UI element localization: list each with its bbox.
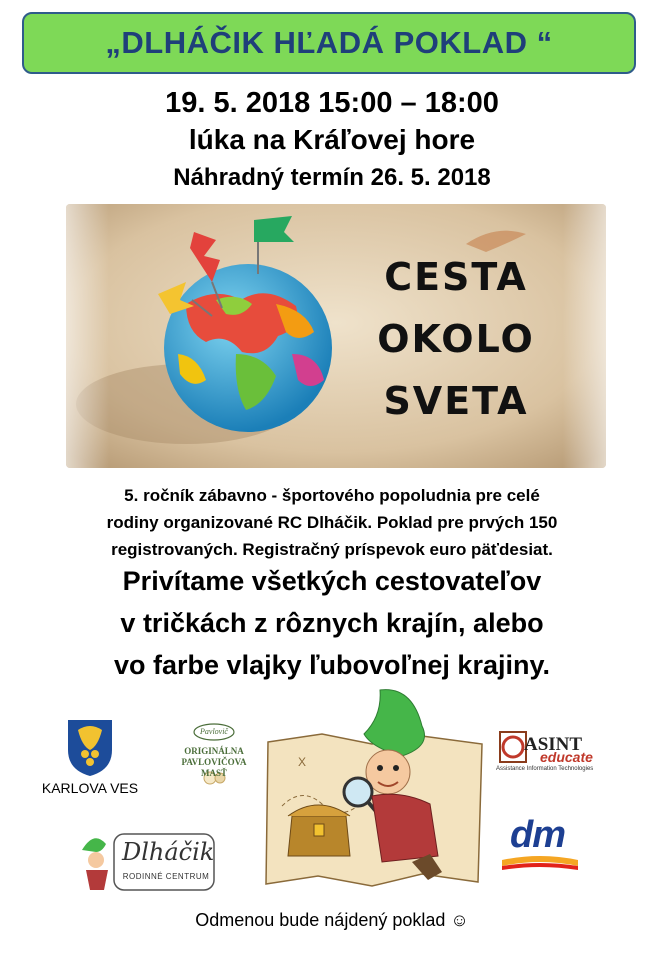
event-date-time: 19. 5. 2018 15:00 – 18:00: [165, 87, 499, 119]
event-place: lúka na Kráľovej hore: [188, 124, 476, 155]
dm-logo: [500, 812, 580, 872]
event-title: „DLHÁČIK HĽADÁ POKLAD “: [105, 25, 553, 60]
gnome-treasure-icon: [262, 686, 488, 892]
treasure-map-illustration: [262, 686, 488, 892]
dm-wordmark: dm: [510, 814, 565, 856]
dm-swoosh-icon: [500, 852, 580, 872]
hero-word: OKOLO: [377, 317, 535, 361]
alternate-date: Náhradný termín 26. 5. 2018: [173, 164, 491, 191]
hero-image: [66, 204, 606, 468]
asint-name: ASINT: [524, 734, 583, 755]
asint-tagline: Assistance Information Technologies: [496, 766, 594, 772]
title-banner: [22, 12, 636, 74]
dlhacik-subtitle: RODINNÉ CENTRUM: [122, 872, 210, 881]
dlhacik-logo: [74, 830, 216, 898]
footer-reward: Odmenou bude nájdený poklad ☺: [195, 910, 469, 930]
description-line: rodiny organizované RC Dlháčik. Poklad pre prvých 150: [106, 513, 558, 532]
pavlovic-logo: [168, 722, 260, 788]
asint-educate: educate: [540, 749, 593, 765]
hero-word: CESTA: [384, 255, 528, 299]
coat-of-arms-icon: [38, 716, 142, 778]
welcome-line: Privítame všetkých cestovateľov: [122, 566, 542, 596]
hero-headline: [356, 246, 556, 432]
pavlovic-line: PAVLOVIČOVA MASŤ: [181, 757, 247, 778]
welcome-line: vo farbe vlajky ľubovoľnej krajiny.: [114, 650, 550, 680]
karlova-ves-logo: [38, 716, 142, 798]
description-line: 5. ročník zábavno - športového popoludnia pre celé: [124, 486, 540, 505]
karlova-ves-label: KARLOVA VES: [41, 780, 139, 796]
pavlovic-text: [168, 746, 260, 779]
event-description: [60, 482, 604, 563]
dlhacik-name: Dlháčik: [122, 838, 215, 866]
hero-word: SVETA: [383, 379, 529, 423]
svg-text:X: X: [298, 755, 307, 769]
asint-educate-logo: [496, 728, 608, 780]
pavlovic-brand: Pavlovič: [200, 727, 228, 736]
welcome-message: [40, 560, 624, 686]
description-line: registrovaných. Registračný príspevok euro päťdesiat.: [111, 540, 553, 559]
pavlovic-line: ORIGINÁLNA: [184, 746, 244, 756]
welcome-line: v tričkách z rôznych krajín, alebo: [120, 608, 544, 638]
